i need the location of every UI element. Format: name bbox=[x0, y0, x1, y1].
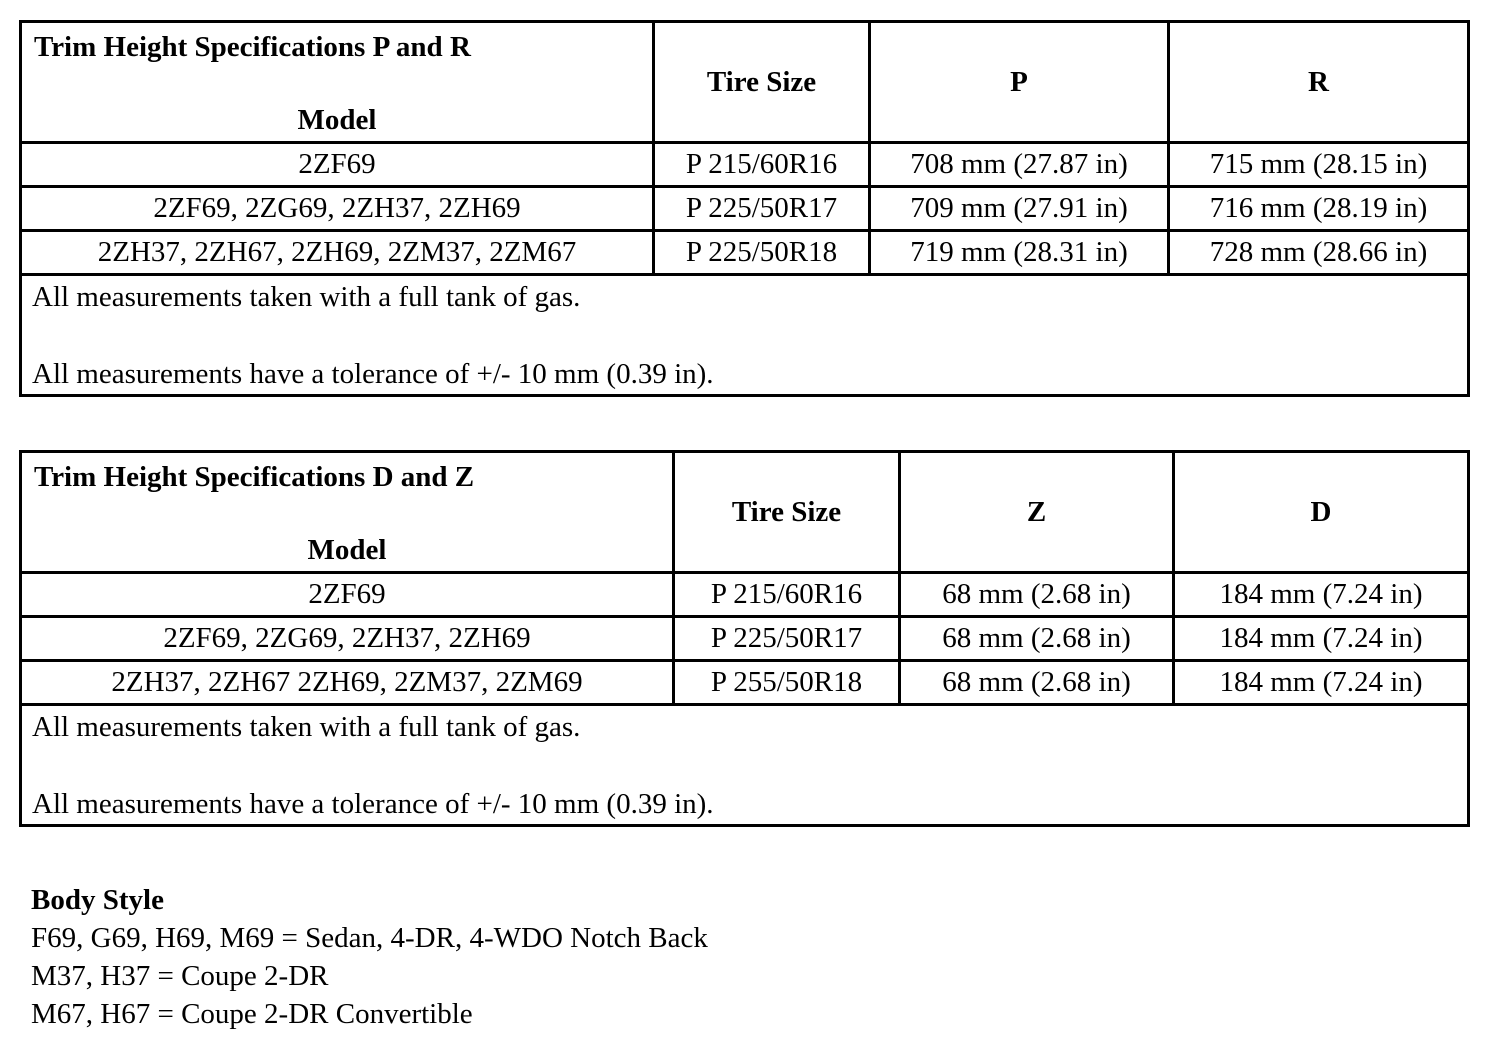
notes-row bbox=[21, 705, 1469, 826]
d-value-cell: 184 mm (7.24 in) bbox=[1174, 617, 1469, 661]
tire-size-cell: P 225/50R17 bbox=[674, 617, 900, 661]
r-value-cell: 716 mm (28.19 in) bbox=[1169, 187, 1469, 231]
header-r: R bbox=[1169, 22, 1469, 143]
body-style-legend bbox=[31, 881, 708, 1033]
header-model: Model bbox=[297, 104, 377, 136]
header-row bbox=[21, 22, 1469, 143]
table-row bbox=[21, 617, 1469, 661]
body-style-title: Body Style bbox=[31, 884, 164, 916]
header-d: D bbox=[1174, 452, 1469, 573]
tire-size-cell: P 215/60R16 bbox=[674, 573, 900, 617]
note-tolerance: All measurements have a tolerance of +/- 10 mm (0.39 in). bbox=[32, 787, 714, 820]
p-value-cell: 709 mm (27.91 in) bbox=[870, 187, 1169, 231]
body-style-line: F69, G69, H69, M69 = Sedan, 4-DR, 4-WDO Notch Back bbox=[31, 922, 708, 954]
table-row bbox=[21, 231, 1469, 275]
header-tire-size: Tire Size bbox=[674, 452, 900, 573]
model-cell: 2ZF69 bbox=[21, 573, 674, 617]
notes-cell bbox=[21, 275, 1469, 396]
model-cell: 2ZH37, 2ZH67 2ZH69, 2ZM37, 2ZM69 bbox=[21, 661, 674, 705]
r-value-cell: 728 mm (28.66 in) bbox=[1169, 231, 1469, 275]
model-cell: 2ZF69, 2ZG69, 2ZH37, 2ZH69 bbox=[21, 187, 654, 231]
model-cell: 2ZF69 bbox=[21, 143, 654, 187]
z-value-cell: 68 mm (2.68 in) bbox=[900, 573, 1174, 617]
tire-size-cell: P 225/50R17 bbox=[654, 187, 870, 231]
trim-height-table-p-r bbox=[19, 20, 1470, 397]
p-value-cell: 708 mm (27.87 in) bbox=[870, 143, 1169, 187]
header-row bbox=[21, 452, 1469, 573]
header-model-cell bbox=[21, 22, 654, 143]
d-value-cell: 184 mm (7.24 in) bbox=[1174, 573, 1469, 617]
table-row bbox=[21, 573, 1469, 617]
r-value-cell: 715 mm (28.15 in) bbox=[1169, 143, 1469, 187]
body-style-line: M67, H67 = Coupe 2-DR Convertible bbox=[31, 998, 473, 1030]
table-row bbox=[21, 187, 1469, 231]
z-value-cell: 68 mm (2.68 in) bbox=[900, 617, 1174, 661]
note-full-tank: All measurements taken with a full tank of gas. bbox=[32, 280, 581, 313]
tire-size-cell: P 225/50R18 bbox=[654, 231, 870, 275]
tire-size-cell: P 255/50R18 bbox=[674, 661, 900, 705]
table-row bbox=[21, 143, 1469, 187]
note-full-tank: All measurements taken with a full tank of gas. bbox=[32, 710, 581, 743]
header-p: P bbox=[870, 22, 1169, 143]
trim-height-table-d-z bbox=[19, 450, 1470, 827]
notes-cell bbox=[21, 705, 1469, 826]
body-style-line: M37, H37 = Coupe 2-DR bbox=[31, 960, 329, 992]
table-row bbox=[21, 661, 1469, 705]
table-title: Trim Height Specifications P and R bbox=[34, 31, 471, 63]
d-value-cell: 184 mm (7.24 in) bbox=[1174, 661, 1469, 705]
header-model-cell bbox=[21, 452, 674, 573]
model-cell: 2ZF69, 2ZG69, 2ZH37, 2ZH69 bbox=[21, 617, 674, 661]
p-value-cell: 719 mm (28.31 in) bbox=[870, 231, 1169, 275]
note-tolerance: All measurements have a tolerance of +/- 10 mm (0.39 in). bbox=[32, 357, 714, 390]
table-title: Trim Height Specifications D and Z bbox=[34, 461, 475, 493]
model-cell: 2ZH37, 2ZH67, 2ZH69, 2ZM37, 2ZM67 bbox=[21, 231, 654, 275]
z-value-cell: 68 mm (2.68 in) bbox=[900, 661, 1174, 705]
header-model: Model bbox=[307, 534, 387, 566]
header-z: Z bbox=[900, 452, 1174, 573]
header-tire-size: Tire Size bbox=[654, 22, 870, 143]
tire-size-cell: P 215/60R16 bbox=[654, 143, 870, 187]
notes-row bbox=[21, 275, 1469, 396]
